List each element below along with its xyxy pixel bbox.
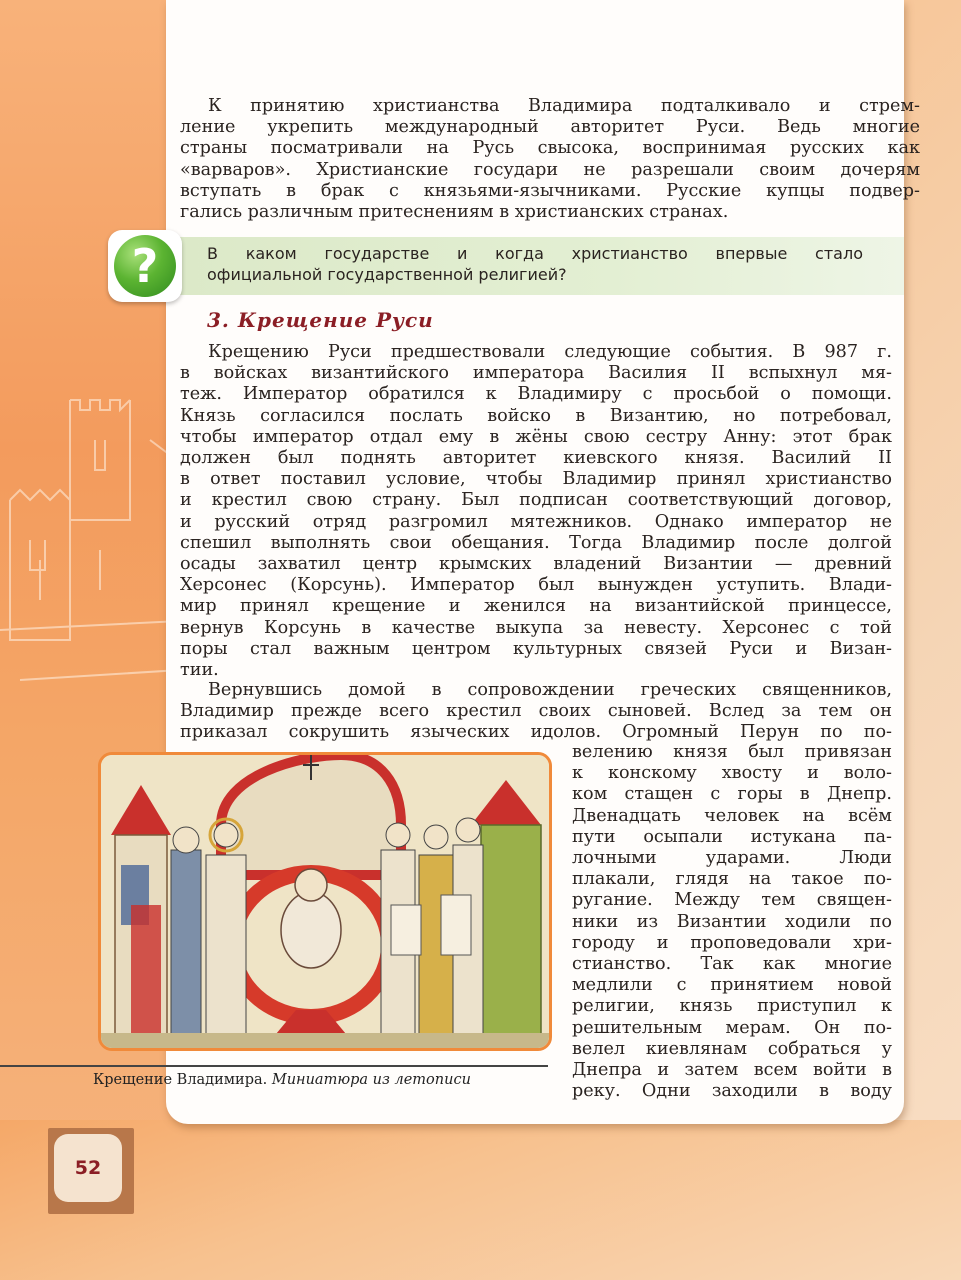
question-text: В каком государстве и когда христианство впервые стало официальной государственной религией? (207, 244, 863, 284)
paragraph-intro: К принятию христианства Владимира подталкивало и стрем- ление укрепить международный авторитет Руси. Ведь многие страны посматривали на Русь свысока, воспринимая русских как «варваров». Христианские государи не разрешали своим дочерям вступать в брак с князьями-язычниками. Русские купцы подвер- гались различным притеснениям в христианских странах. (180, 96, 920, 223)
question-mark-icon: ? (114, 235, 176, 297)
page-number-frame (48, 1128, 134, 1214)
paragraph-baptism: Крещению Руси предшествовали следующие события. В 987 г. в войсках византийского императора Василия II вспыхнул мя- теж. Император обратился к Владимиру с просьбой о помощи. Князь согласился послать войско в Византию, но потребовал, чтобы император отдал ему в жёны свою сестру Анну: этот брак должен был поднять авторитет киевского князя. Василий II в ответ поставил условие, чтобы Владимир принял христианство и крестил свою страну. Был подписан соответствующий договор, и русский отряд разгромил мятежников. Однако император не спешил выполнять свои обещания. Тогда Владимир после долгой осады захватил центр крымских владений Византии — древний Херсонес (Корсунь). Император был вынужден уступить. Влади- мир принял крещение и женился на византийской принцессе, вернув Корсунь в качестве выкупа за невесту. Херсонес с той поры стал важным центром культурных связей Руси и Визан- тии. (180, 342, 892, 681)
baptism-miniature-image (98, 752, 552, 1051)
caption-divider (0, 1065, 548, 1067)
miniature-illustration (101, 755, 549, 1048)
page-number: 52 (54, 1134, 122, 1202)
section-heading: 3. Крещение Руси (207, 308, 434, 332)
question-icon-frame (108, 230, 182, 302)
paragraph-return: Вернувшись домой в сопровождении греческих священников, Владимир прежде всего крестил своих сыновей. Вслед за тем он приказал сокрушить языческих идолов. Огромный Перун по по- (180, 680, 892, 743)
figure-caption: Крещение Владимира. Миниатюра из летописи (93, 1072, 471, 1088)
background-lower (0, 1120, 961, 1280)
paragraph-wrap: велению князя был привязан к конскому хвосту и воло- ком стащен с горы в Днепр. Двенадцать человек на всём пути осыпали истукана па- лочными ударами. Люди плакали, глядя на такое по- ругание. Между тем священ- ники из Византии ходили по городу и проповедовали хри- стианство. Так как многие медлили с принятием новой религии, князь приступил к решительным мерам. Он по- велел киевлянам собраться у Днепра и затем всем войти в реку. Одни заходили в воду (572, 742, 892, 1102)
